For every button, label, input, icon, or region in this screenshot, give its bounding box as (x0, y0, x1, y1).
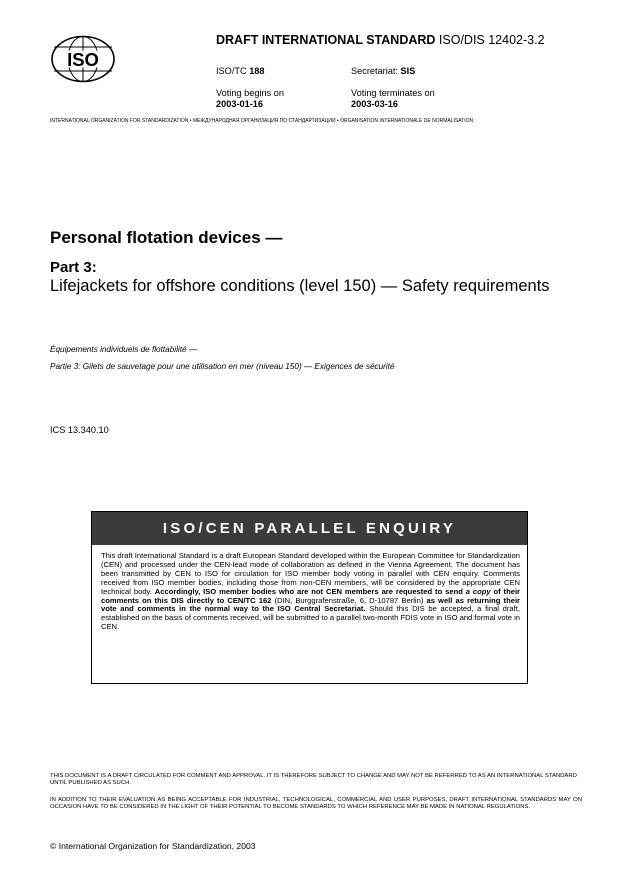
secretariat (351, 66, 415, 77)
french-title-line-2: Partie 3: Gilets de sauvetage pour une utilisation en mer (niveau 150) — Exigences de sécurité (50, 362, 395, 371)
tc-label: ISO/TC (216, 66, 250, 76)
voting-begins (216, 88, 284, 110)
evaluation-disclaimer: IN ADDITION TO THEIR EVALUATION AS BEING ACCEPTABLE FOR INDUSTRIAL, TECHNOLOGICAL, COMMERCIAL AND USER PURPOSES, DRAFT INTERNATIONAL STANDARDS MAY ON OCCASION HAVE TO BE CONSIDERED IN THE LIGHT OF THEIR POTENTIAL TO BECOME STANDARDS TO WHICH REFERENCE MAY BE MADE IN NATIONAL REGULATIONS. (50, 797, 582, 810)
secretariat-value: SIS (400, 66, 416, 76)
enquiry-heading: ISO/CEN PARALLEL ENQUIRY (92, 512, 527, 545)
enquiry-cen-tc-bold: of their comments on this DIS directly to CEN/TC 162 (101, 586, 521, 605)
iso-logo (50, 35, 116, 83)
part-title: Lifejackets for offshore conditions (level 150) — Safety requirements (50, 277, 550, 295)
voting-begins-label: Voting begins on (216, 88, 284, 98)
enquiry-request-bold: Accordingly, ISO member bodies who are not CEN members are requested to send (154, 586, 466, 596)
document-status-title (216, 33, 545, 47)
iso-globe-logo-icon (50, 35, 116, 83)
iso-logo-text: ISO (67, 49, 99, 70)
document-number: ISO/DIS 12402-3.2 (435, 33, 545, 47)
secretariat-label: Secretariat: (351, 66, 401, 76)
main-title: Personal flotation devices — (50, 228, 283, 247)
technical-committee (216, 66, 265, 77)
copyright-notice: © International Organization for Standardization, 2003 (50, 841, 256, 851)
parallel-enquiry-box (91, 511, 528, 684)
enquiry-din-address: (DIN, Burggrafenstraße, 6, D-10787 Berlin) (271, 595, 427, 605)
enquiry-copy-emphasis: a copy (465, 586, 491, 596)
draft-standard-label: DRAFT INTERNATIONAL STANDARD (216, 33, 436, 47)
voting-ends-date: 2003-03-16 (351, 99, 398, 109)
voting-ends-label: Voting terminates on (351, 88, 435, 98)
part-number: Part 3: (50, 259, 97, 276)
enquiry-text (101, 552, 520, 632)
voting-terminates (351, 88, 435, 110)
enquiry-text-intro: This draft International Standard is a draft European Standard developed within the European Committee for Standardization (CEN) and processed under the CEN-lead mode of collaboration as defined in the Vienna Agreement. The document has been transmitted by CEN to ISO for circulation for ISO member body voting in parallel with CEN enquiry. Comments received from ISO member bodies, including those from non-CEN members, will be considered by the appropriate CEN technical body. (101, 551, 520, 596)
tc-number: 188 (249, 66, 265, 76)
enquiry-vote-bold: as well as returning their vote and comments in the normal way to the ISO Central Secretariat. (101, 595, 521, 614)
draft-disclaimer: THIS DOCUMENT IS A DRAFT CIRCULATED FOR COMMENT AND APPROVAL. IT IS THEREFORE SUBJECT TO CHANGE AND MAY NOT BE REFERRED TO AS AN INTERNATIONAL STANDARD UNTIL PUBLISHED AS SUCH. (50, 773, 577, 786)
voting-begins-date: 2003-01-16 (216, 99, 263, 109)
enquiry-text-closing: Should this DIS be accepted, a final draft, established on the basis of comments received, will be submitted to a parallel two-month FDIS vote in ISO and formal vote in CEN. (101, 604, 520, 632)
organization-names-line: INTERNATIONAL ORGANIZATION FOR STANDARDIZATION • МЕЖДУНАРОДНАЯ ОРГАНИЗАЦИЯ ПО СТАНДАРТИЗАЦИИ • ORGANISATION INTERNATIONALE DE NORMALISATION (50, 118, 474, 124)
ics-code: ICS 13.340.10 (50, 425, 109, 435)
french-title-line-1: Équipements individuels de flottabilité — (50, 345, 198, 354)
